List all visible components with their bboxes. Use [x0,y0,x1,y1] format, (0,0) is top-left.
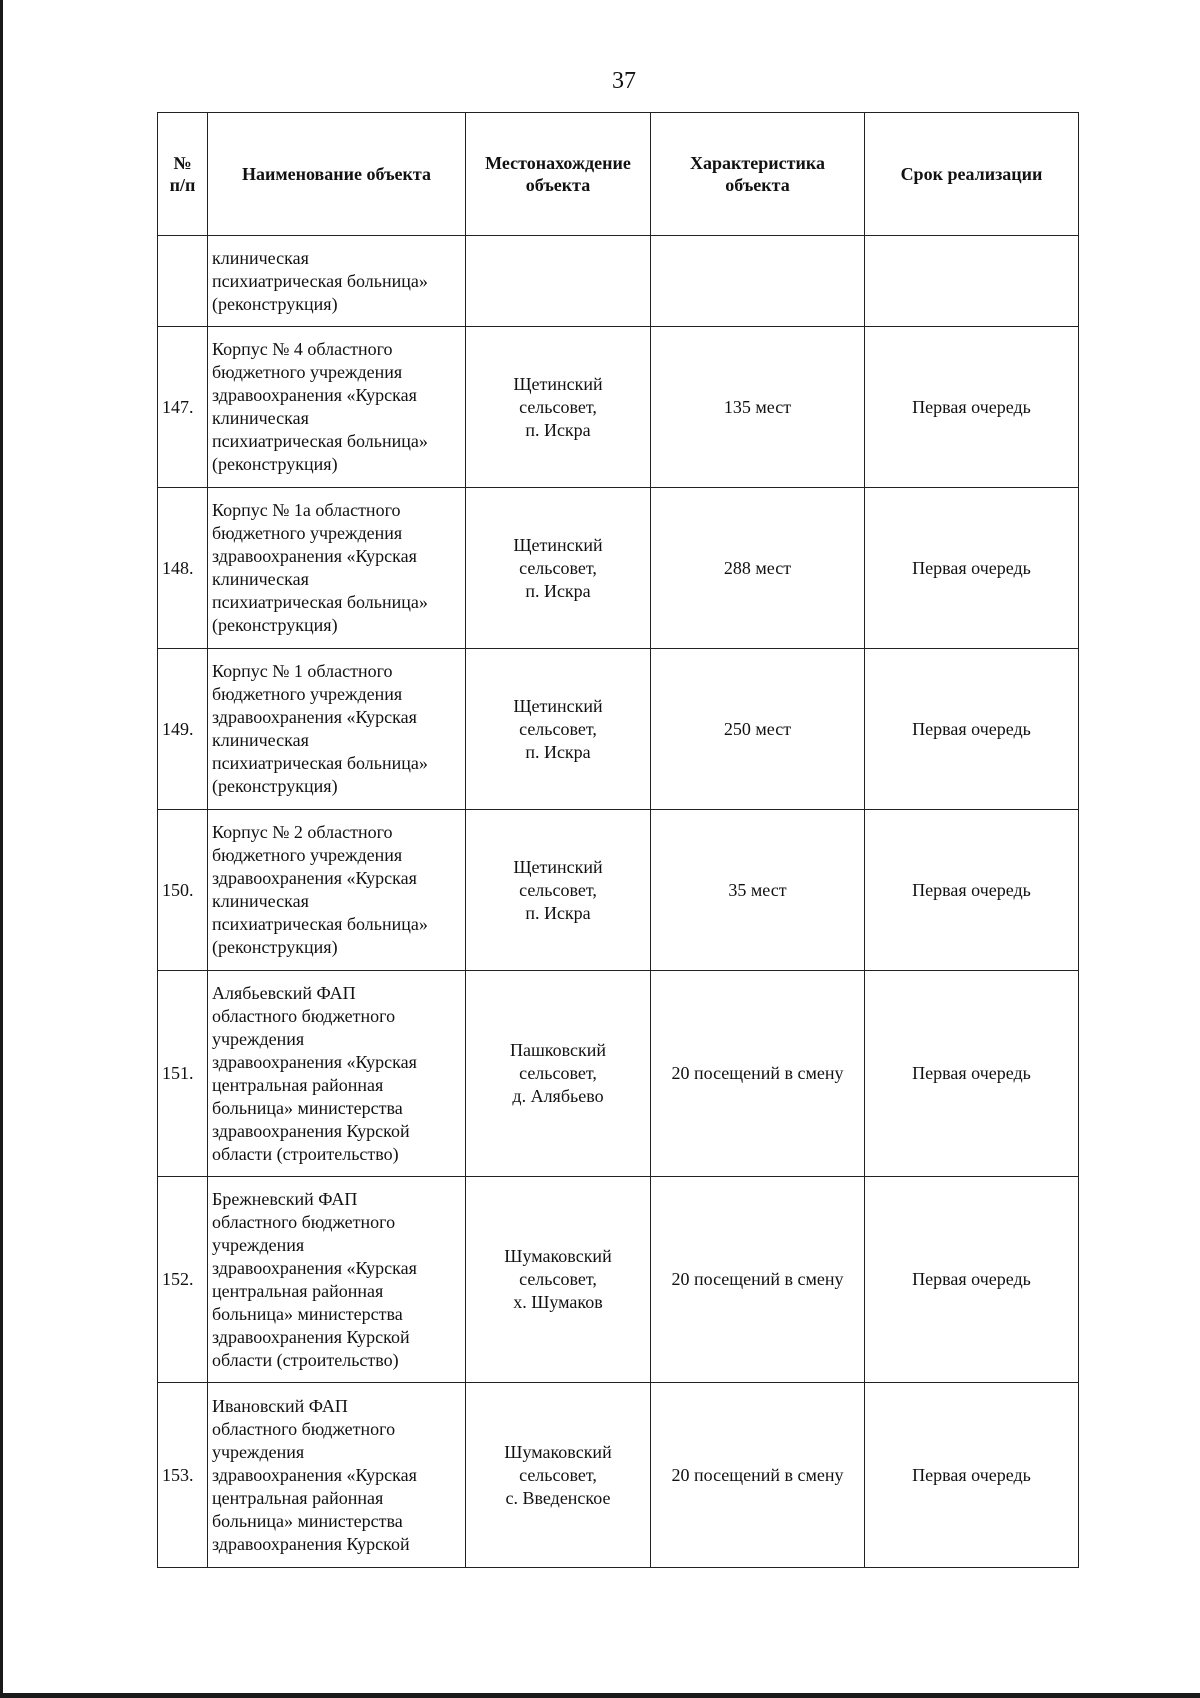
row-num: 147. [158,327,208,488]
row-location: Шумаковский сельсовет, х. Шумаков [466,1177,651,1383]
row-name: Корпус № 4 областного бюджетного учреждения здравоохранения «Курская клиническая психиатрическая больница» (реконструкция) [208,327,466,488]
row-term: Первая очередь [865,971,1079,1177]
row-name: Брежневский ФАП областного бюджетного учреждения здравоохранения «Курская центральная районная больница» министерства здравоохранения Курской области (строительство) [208,1177,466,1383]
row-name: Корпус № 1а областного бюджетного учреждения здравоохранения «Курская клиническая психиатрическая больница» (реконструкция) [208,488,466,649]
table-row [158,488,1079,649]
row-num: 149. [158,649,208,810]
row-characteristic [651,236,865,327]
table-row [158,236,1079,327]
table-row [158,1383,1079,1568]
table-row [158,810,1079,971]
table-row [158,1177,1079,1383]
row-term: Первая очередь [865,649,1079,810]
row-characteristic: 20 посещений в смену [651,1177,865,1383]
table-row [158,327,1079,488]
row-num [158,236,208,327]
scan-border-bottom [0,1693,1200,1698]
row-name: Корпус № 2 областного бюджетного учреждения здравоохранения «Курская клиническая психиатрическая больница» (реконструкция) [208,810,466,971]
row-name: Алябьевский ФАП областного бюджетного учреждения здравоохранения «Курская центральная районная больница» министерства здравоохранения Курской области (строительство) [208,971,466,1177]
row-location [466,236,651,327]
row-location: Щетинский сельсовет, п. Искра [466,327,651,488]
header-name: Наименование объекта [208,113,466,236]
row-term: Первая очередь [865,327,1079,488]
row-term: Первая очередь [865,1177,1079,1383]
row-location: Шумаковский сельсовет, с. Введенское [466,1383,651,1568]
row-location: Щетинский сельсовет, п. Искра [466,488,651,649]
row-num: 153. [158,1383,208,1568]
row-characteristic: 135 мест [651,327,865,488]
header-num: № п/п [158,113,208,236]
row-num: 152. [158,1177,208,1383]
row-name: клиническая психиатрическая больница» (реконструкция) [208,236,466,327]
scan-border-left [0,0,3,1698]
row-term: Первая очередь [865,1383,1079,1568]
objects-table [157,112,1079,1568]
header-term: Срок реализации [865,113,1079,236]
page-number: 37 [612,68,636,94]
row-num: 148. [158,488,208,649]
row-term: Первая очередь [865,810,1079,971]
row-name: Ивановский ФАП областного бюджетного учреждения здравоохранения «Курская центральная районная больница» министерства здравоохранения Курской [208,1383,466,1568]
table-row [158,971,1079,1177]
row-num: 150. [158,810,208,971]
row-characteristic: 288 мест [651,488,865,649]
row-location: Щетинский сельсовет, п. Искра [466,810,651,971]
row-characteristic: 35 мест [651,810,865,971]
table-header-row [158,113,1079,236]
row-term: Первая очередь [865,488,1079,649]
header-location: Местонахождение объекта [466,113,651,236]
row-characteristic: 20 посещений в смену [651,1383,865,1568]
row-location: Пашковский сельсовет, д. Алябьево [466,971,651,1177]
table-row [158,649,1079,810]
row-characteristic: 250 мест [651,649,865,810]
row-name: Корпус № 1 областного бюджетного учреждения здравоохранения «Курская клиническая психиатрическая больница» (реконструкция) [208,649,466,810]
row-num: 151. [158,971,208,1177]
row-characteristic: 20 посещений в смену [651,971,865,1177]
row-location: Щетинский сельсовет, п. Искра [466,649,651,810]
header-characteristic: Характеристика объекта [651,113,865,236]
row-term [865,236,1079,327]
